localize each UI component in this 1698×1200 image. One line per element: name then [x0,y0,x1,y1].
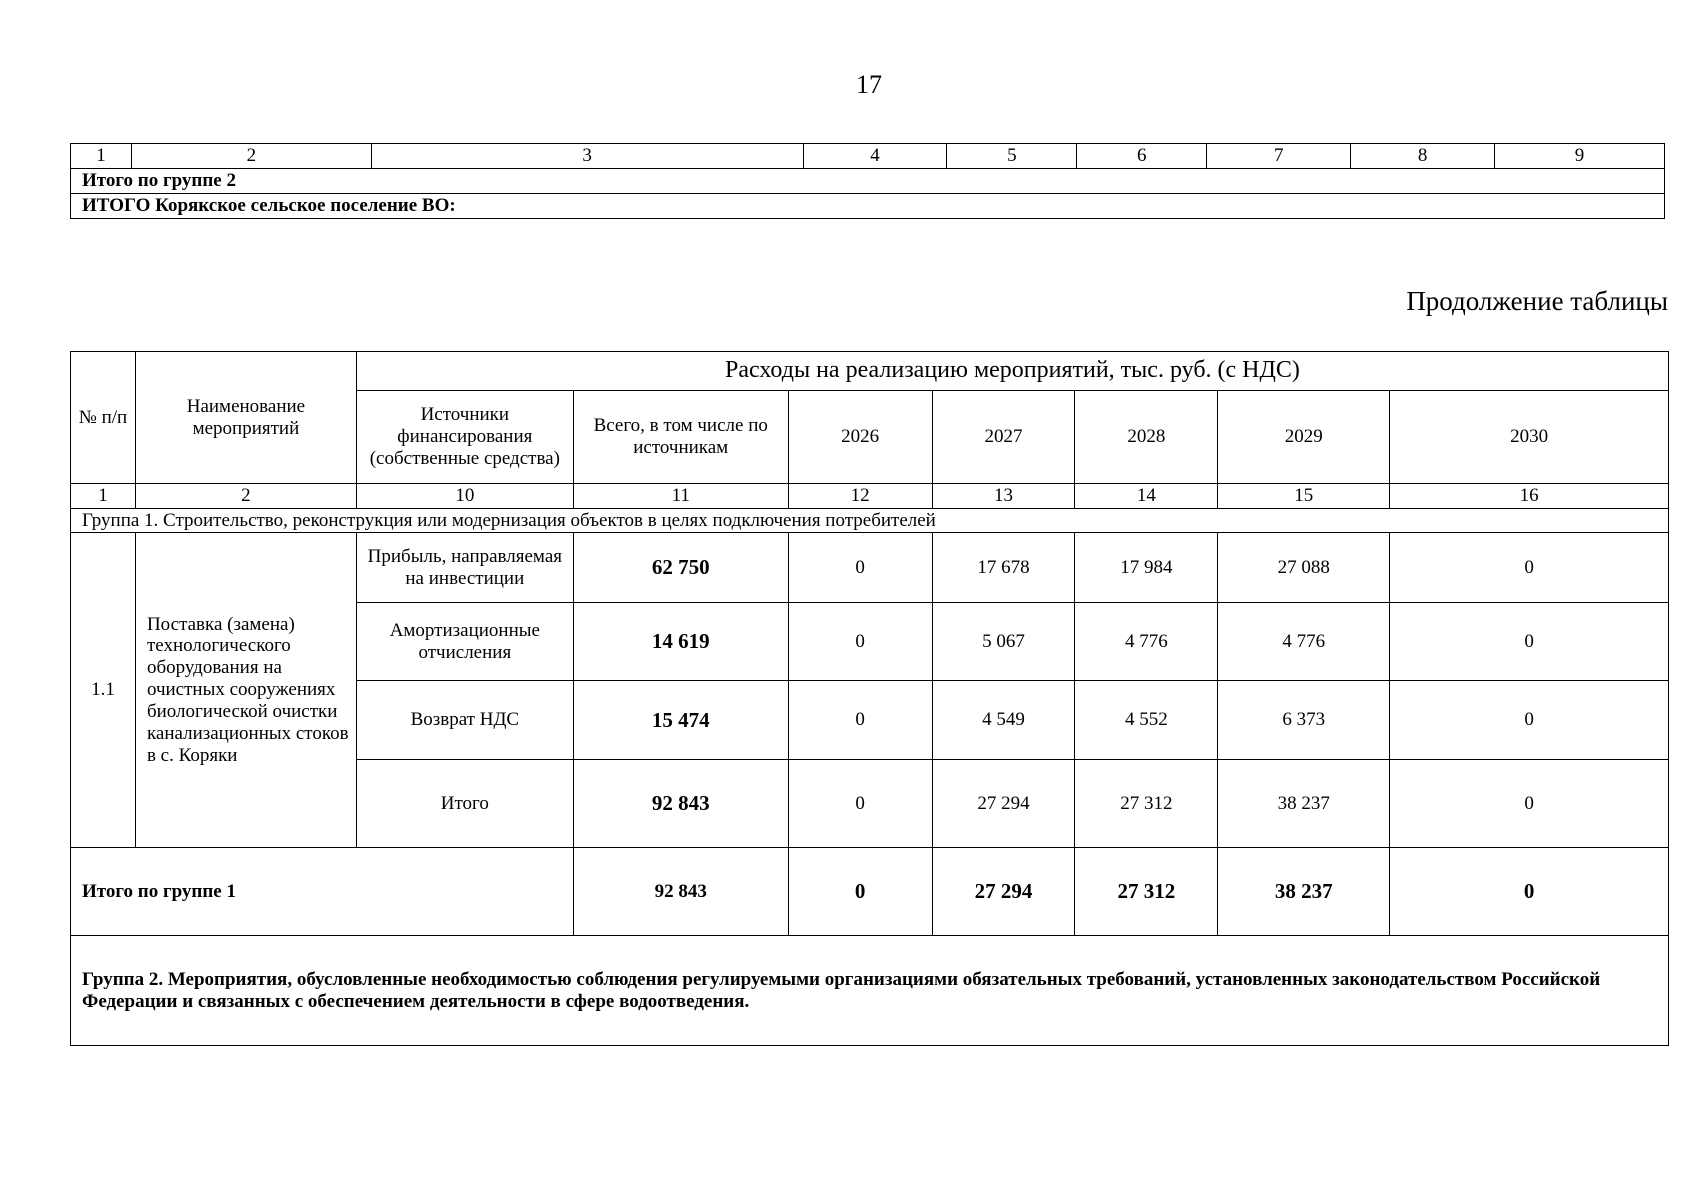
column-number: 1 [71,484,136,509]
year-cell: 4 549 [932,681,1075,760]
year-cell: 17 678 [932,533,1075,603]
year-cell: 0 [788,603,932,681]
year-cell: 0 [788,760,932,848]
header-year: 2030 [1390,391,1669,484]
year-cell: 38 237 [1218,848,1390,936]
group-1-total-label: Итого по группе 1 [71,848,574,936]
year-cell: 0 [1390,681,1669,760]
year-cell: 6 373 [1218,681,1390,760]
total-group-2-row [71,169,1665,194]
column-number: 12 [788,484,932,509]
header-year: 2027 [932,391,1075,484]
year-cell: 0 [788,681,932,760]
source-cell: Возврат НДС [356,681,573,760]
year-cell: 38 237 [1218,760,1390,848]
total-cell: 14 619 [573,603,788,681]
column-number: 10 [356,484,573,509]
year-cell: 0 [1390,603,1669,681]
year-cell: 0 [1390,848,1669,936]
year-cell: 0 [1390,760,1669,848]
group-1-total-row [71,848,1669,936]
header-num: № п/п [71,352,136,484]
year-cell: 4 776 [1218,603,1390,681]
header-year: 2026 [788,391,932,484]
total-cell: 92 843 [573,848,788,936]
column-number: 5 [947,144,1077,169]
source-cell: Прибыль, направляемая на инвестиции [356,533,573,603]
total-settlement-row [71,194,1665,219]
column-number-row [71,144,1665,169]
total-cell: 92 843 [573,760,788,848]
column-number: 4 [803,144,947,169]
total-cell: 62 750 [573,533,788,603]
year-cell: 27 312 [1075,760,1218,848]
column-number: 2 [135,484,356,509]
column-number: 13 [932,484,1075,509]
top-table [70,143,1665,219]
year-cell: 0 [1390,533,1669,603]
year-cell: 5 067 [932,603,1075,681]
header-year: 2029 [1218,391,1390,484]
column-number-row [71,484,1669,509]
main-table [70,351,1669,1046]
group-1-title: Группа 1. Строительство, реконструкция или модернизация объектов в целях подключения потребителей [71,509,1669,533]
group-2-title-row [71,936,1669,1046]
table-row [71,533,1669,603]
year-cell: 27 312 [1075,848,1218,936]
total-cell: 15 474 [573,681,788,760]
year-cell: 0 [788,848,932,936]
page-number: 17 [856,70,882,99]
column-number: 14 [1075,484,1218,509]
column-number: 2 [131,144,371,169]
source-cell: Амортизационные отчисления [356,603,573,681]
year-cell: 17 984 [1075,533,1218,603]
header-row [71,352,1669,391]
column-number: 16 [1390,484,1669,509]
source-cell: Итого [356,760,573,848]
group-1-title-row [71,509,1669,533]
year-cell: 4 552 [1075,681,1218,760]
header-year: 2028 [1075,391,1218,484]
year-cell: 27 294 [932,848,1075,936]
column-number: 9 [1495,144,1665,169]
year-cell: 0 [788,533,932,603]
item-num: 1.1 [71,533,136,848]
item-name: Поставка (замена) технологического оборудования на очистных сооружениях биологической очистки канализационных стоков в с. Коряки [135,533,356,848]
group-2-title: Группа 2. Мероприятия, обусловленные необходимостью соблюдения регулируемыми организациями обязательных требований, установленных законодательством Российской Федерации и связанных с обеспечением деятельности в сфере водоотведения. [71,936,1669,1046]
continuation-label: Продолжение таблицы [1406,286,1668,316]
column-number: 1 [71,144,132,169]
total-group-2-label: Итого по группе 2 [71,169,1665,194]
year-cell: 27 294 [932,760,1075,848]
column-number: 11 [573,484,788,509]
year-cell: 27 088 [1218,533,1390,603]
column-number: 7 [1207,144,1351,169]
header-sources: Источники финансирования (собственные средства) [356,391,573,484]
column-number: 3 [371,144,803,169]
header-expenses-title: Расходы на реализацию мероприятий, тыс. руб. (с НДС) [356,352,1668,391]
column-number: 15 [1218,484,1390,509]
year-cell: 4 776 [1075,603,1218,681]
column-number: 6 [1077,144,1207,169]
header-name: Наименование мероприятий [135,352,356,484]
column-number: 8 [1351,144,1495,169]
total-settlement-label: ИТОГО Корякское сельское поселение ВО: [71,194,1665,219]
header-total: Всего, в том числе по источникам [573,391,788,484]
